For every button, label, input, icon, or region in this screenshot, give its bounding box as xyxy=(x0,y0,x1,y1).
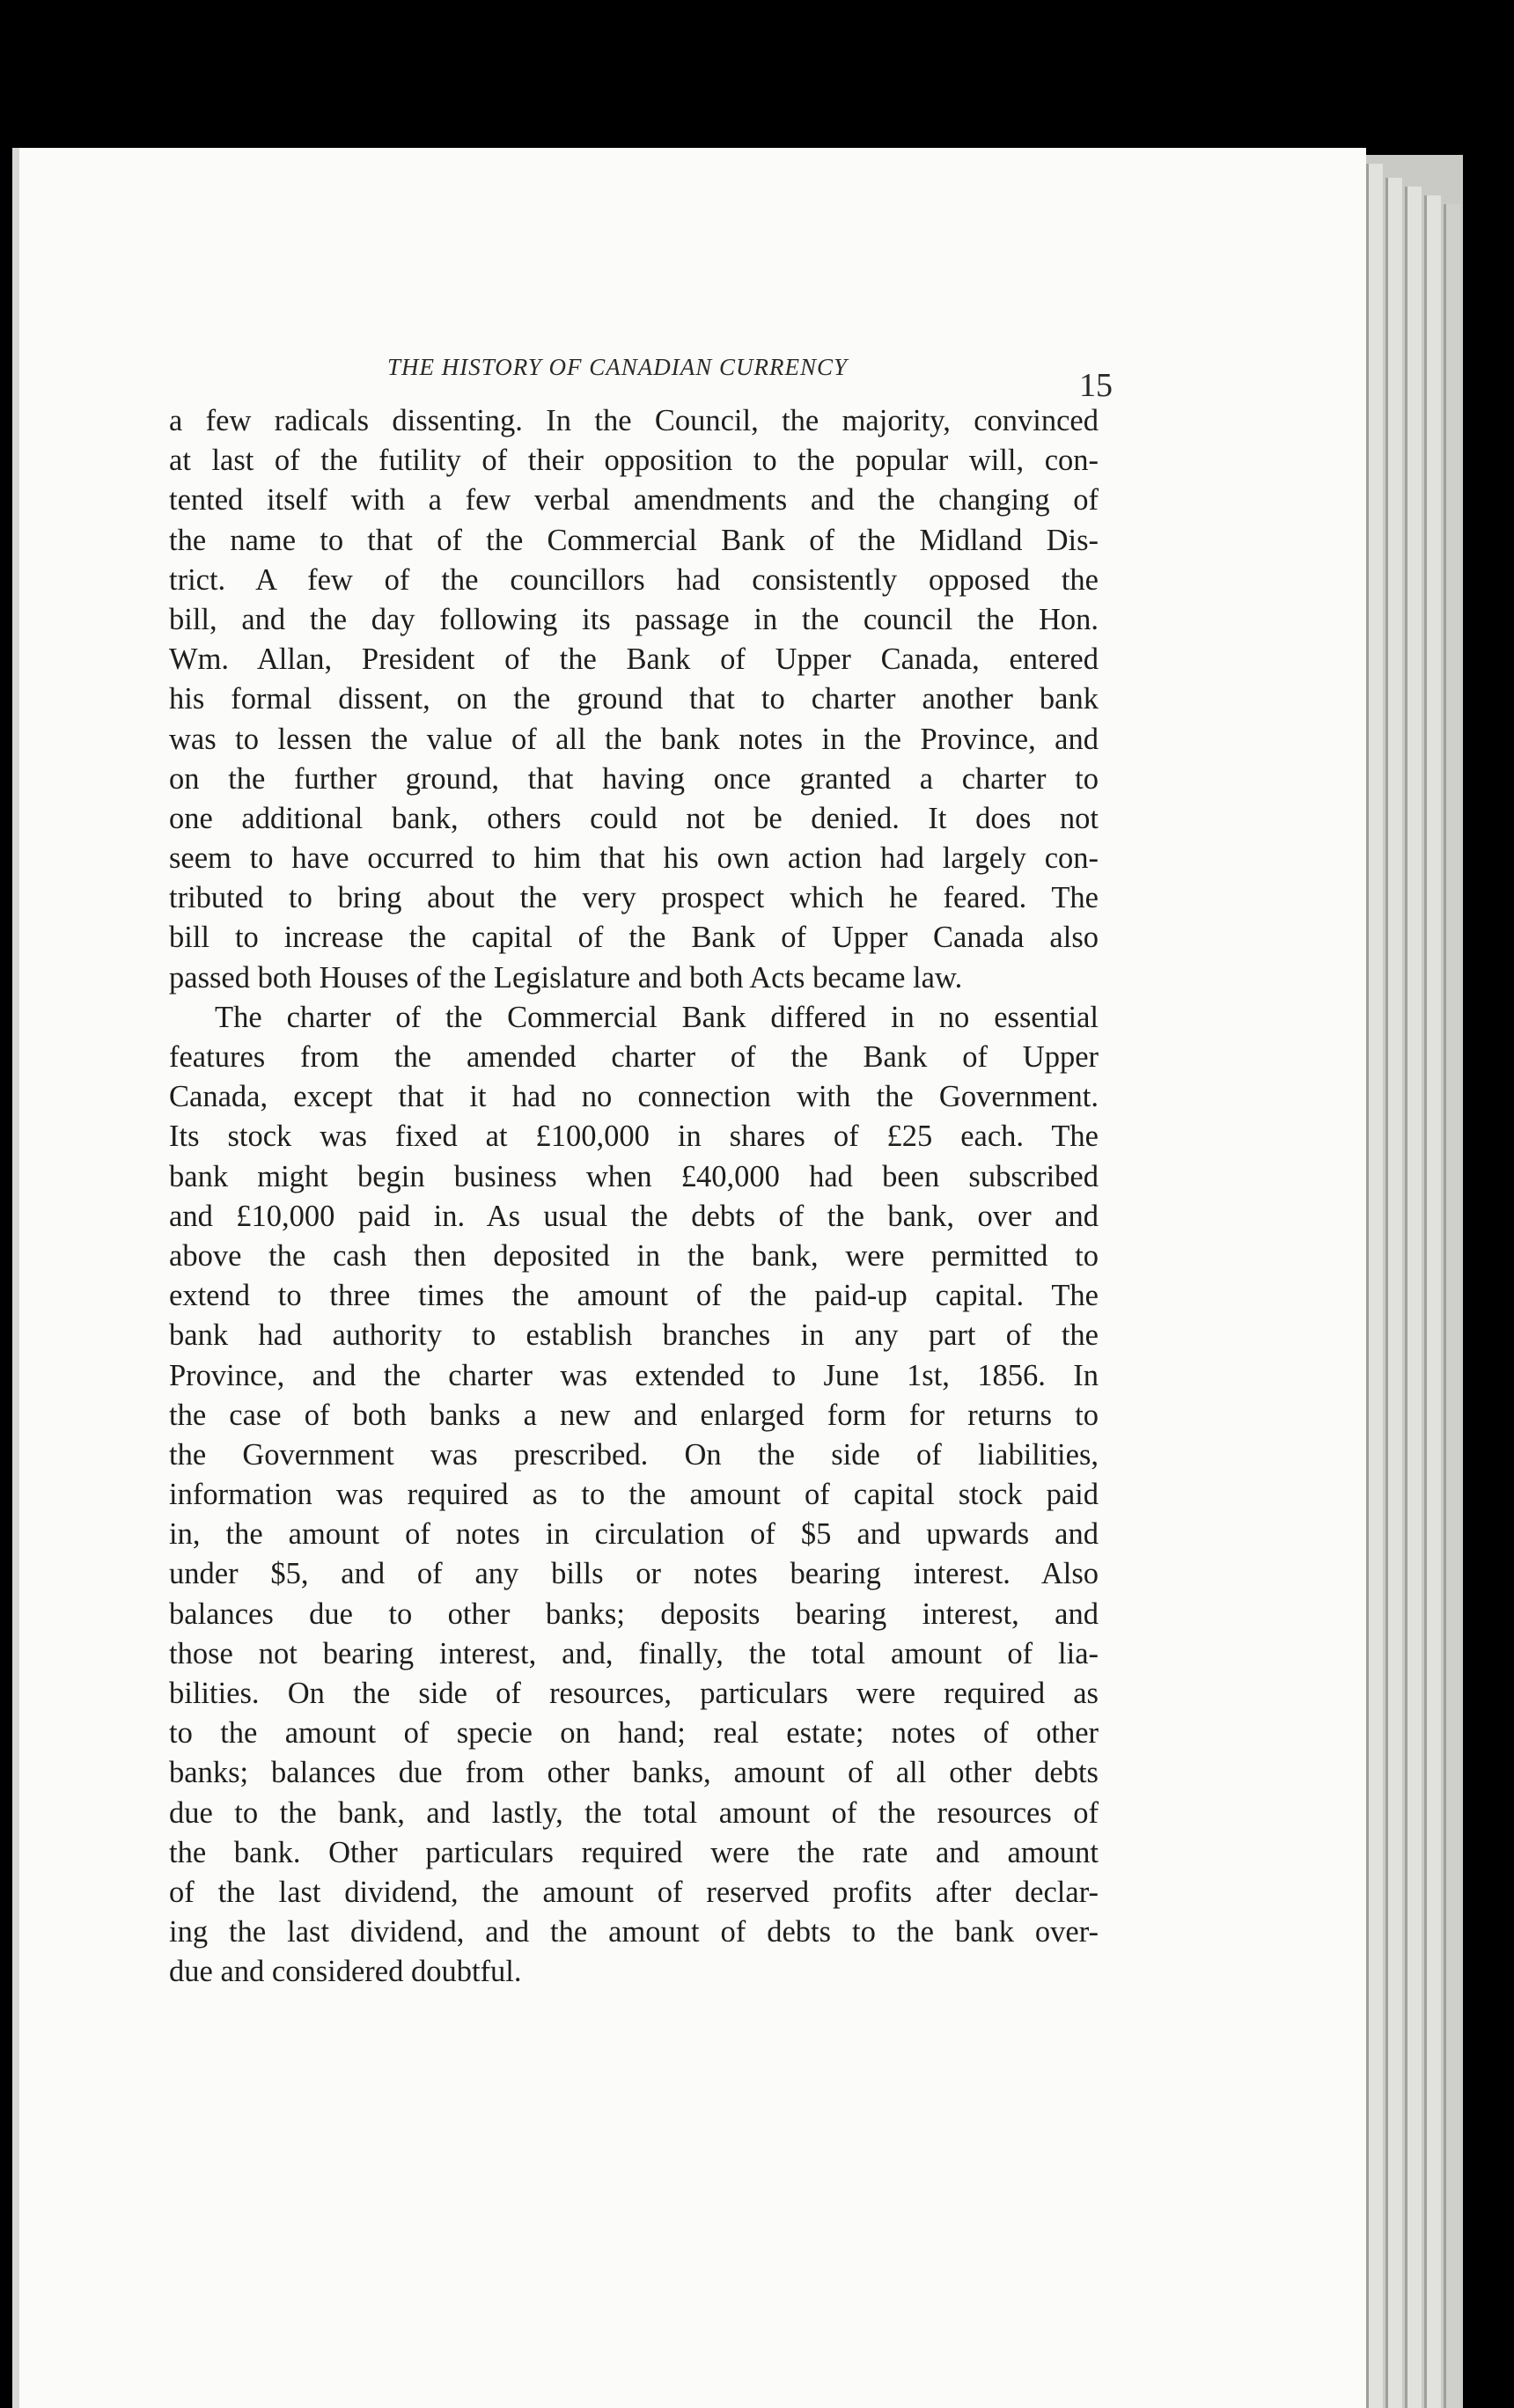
text-line: ing the last dividend, and the amount of debts to the bank over- xyxy=(169,1915,1099,1949)
text-line: Canada, except that it had no connection with the Government. xyxy=(169,1080,1099,1114)
text-line: and £10,000 paid in. As usual the debts of the bank, over and xyxy=(169,1199,1099,1233)
text-line: to the amount of specie on hand; real estate; notes of other xyxy=(169,1716,1099,1751)
text-line: tented itself with a few verbal amendments and the changing of xyxy=(169,483,1099,518)
text-line: one additional bank, others could not be denied. It does not xyxy=(169,801,1099,835)
text-line: his formal dissent, on the ground that to charter another bank xyxy=(169,682,1099,716)
text-line: passed both Houses of the Legislature and both Acts became law. xyxy=(169,960,963,995)
text-line: balances due to other banks; deposits bearing interest, and xyxy=(169,1597,1099,1631)
page-edge xyxy=(1405,187,1422,2408)
text-line: at last of the futility of their opposition to the popular will, con- xyxy=(169,444,1099,478)
page-edge xyxy=(1444,204,1460,2408)
page-number: 15 xyxy=(1079,367,1113,404)
running-head: THE HISTORY OF CANADIAN CURRENCY xyxy=(387,354,849,380)
text-line: features from the amended charter of the Bank of Upper xyxy=(169,1040,1099,1074)
text-line: The charter of the Commercial Bank differed in no essential xyxy=(215,1000,1099,1034)
text-line: Its stock was fixed at £100,000 in shares of £25 each. The xyxy=(169,1120,1099,1154)
page-edge xyxy=(1424,195,1441,2408)
text-line: was to lessen the value of all the bank notes in the Province, and xyxy=(169,722,1099,756)
text-line: tributed to bring about the very prospect which he feared. The xyxy=(169,881,1099,915)
text-line: the bank. Other particulars required were the rate and amount xyxy=(169,1835,1099,1869)
text-line: trict. A few of the councillors had consistently opposed the xyxy=(169,562,1099,597)
text-line: the Government was prescribed. On the side of liabilities, xyxy=(169,1437,1099,1472)
text-line: above the cash then deposited in the bank, were permitted to xyxy=(169,1238,1099,1273)
text-line: bilities. On the side of resources, particulars were required as xyxy=(169,1677,1099,1710)
text-line: bill to increase the capital of the Bank of Upper Canada also xyxy=(169,921,1099,955)
text-line: Wm. Allan, President of the Bank of Upper Canada, entered xyxy=(169,642,1099,677)
text-line: in, the amount of notes in circulation of $5 and upwards and xyxy=(169,1517,1099,1552)
text-line: due to the bank, and lastly, the total amount of the resources of xyxy=(169,1795,1099,1830)
text-line: under $5, and of any bills or notes bearing interest. Also xyxy=(169,1557,1099,1591)
text-line: of the last dividend, the amount of reserved profits after declar- xyxy=(169,1875,1099,1909)
text-line: due and considered doubtful. xyxy=(169,1955,522,1989)
text-line: bill, and the day following its passage in the council the Hon. xyxy=(169,602,1099,636)
text-line: on the further ground, that having once granted a charter to xyxy=(169,761,1099,796)
book-page-edges xyxy=(1366,155,1463,2408)
body-text xyxy=(169,401,1099,1993)
text-line: bank might begin business when £40,000 had been subscribed xyxy=(169,1159,1099,1193)
text-line: the case of both banks a new and enlarged form for returns to xyxy=(169,1398,1099,1432)
text-line: those not bearing interest, and, finally, the total amount of lia- xyxy=(169,1636,1099,1670)
page-gutter xyxy=(12,148,19,2408)
page-edge xyxy=(1385,178,1402,2408)
page-edge xyxy=(1366,164,1383,2408)
text-line: extend to three times the amount of the paid-up capital. The xyxy=(169,1279,1099,1313)
text-line: seem to have occurred to him that his own action had largely con- xyxy=(169,841,1099,876)
text-line: a few radicals dissenting. In the Council, the majority, convinced xyxy=(169,404,1099,437)
text-line: banks; balances due from other banks, amount of all other debts xyxy=(169,1756,1099,1790)
text-line: information was required as to the amount of capital stock paid xyxy=(169,1478,1099,1512)
text-line: Province, and the charter was extended to June 1st, 1856. In xyxy=(169,1358,1099,1392)
text-line: bank had authority to establish branches in any part of the xyxy=(169,1318,1099,1353)
text-line: the name to that of the Commercial Bank of the Midland Dis- xyxy=(169,523,1099,557)
